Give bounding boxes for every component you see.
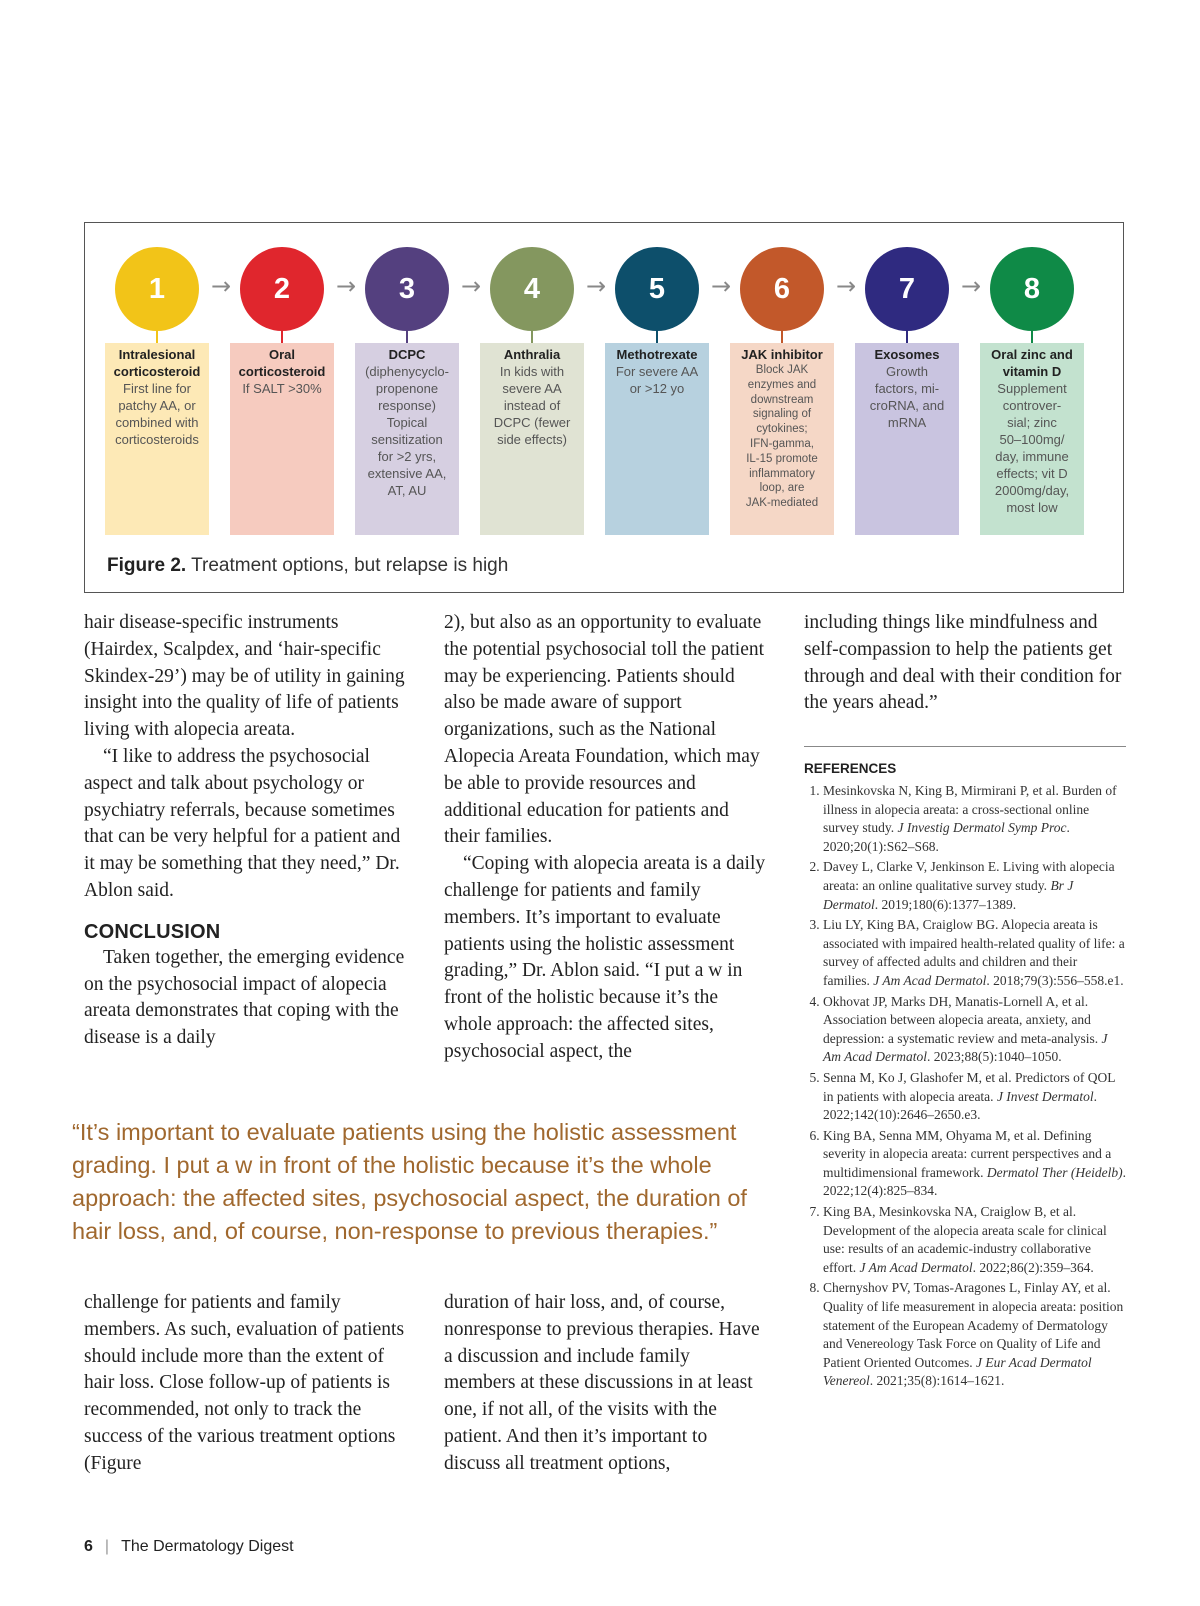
step-box [355, 343, 459, 535]
step-box [980, 343, 1084, 535]
paragraph: hair disease-specific instruments (Hairdex, Scalpdex, and ‘hair-specific Skindex-29’) may be of utility in gaining insight into the quality of life of patients living with alopecia areata. [84, 612, 405, 741]
step-number-circle: 8 [990, 247, 1074, 331]
arrow-right-icon: → [961, 272, 982, 300]
column-1-bottom [84, 1290, 406, 1478]
step-description: Growth factors, mi- croRNA, and mRNA [869, 364, 945, 430]
paragraph: “Coping with alopecia areata is a daily challenge for patients and family members. It’s important to evaluate patients using the holistic assessment grading,” Dr. Ablon said. “I put a w in front of the holistic because it’s the whole approach: the affected sites, psychosocial aspect, the [444, 853, 766, 1062]
step-title: Anthralia [503, 347, 561, 362]
reference-item [823, 993, 1126, 1067]
treatment-step-4 [480, 223, 584, 533]
paragraph: 2), but also as an opportunity to evaluate the potential psychosocial toll the patient may be experiencing. Patients should also be made aware of support organizations, such as the National Alopecia Areata Foundation, which may be able to provide resources and additional education for patients and their families. [444, 612, 765, 848]
step-number-circle: 5 [615, 247, 699, 331]
treatment-step-3 [355, 223, 459, 533]
arrow-right-icon: → [211, 272, 232, 300]
step-description: Supplement controver- sial; zinc 50–100mg/ day, immune effects; vit D 2000mg/day, most low [994, 381, 1070, 515]
step-description: Block JAK enzymes and downstream signaling of cytokines; IFN-gamma, IL-15 promote inflammatory loop, are JAK-mediated [745, 364, 819, 510]
arrow-right-icon: → [711, 272, 732, 300]
treatment-figure [84, 222, 1124, 593]
step-number-circle: 7 [865, 247, 949, 331]
treatment-step-6 [730, 223, 834, 533]
reference-text: Senna M, Ko J, Glashofer M, et al. Predictors of QOL in patients with alopecia areata. [823, 1069, 1115, 1104]
step-number-circle: 6 [740, 247, 824, 331]
treatment-step-5 [605, 223, 709, 533]
reference-citation: . 2023;88(5):1040–1050. [927, 1049, 1062, 1065]
reference-item [823, 916, 1126, 990]
reference-journal: Br J Dermatol [823, 877, 1074, 912]
treatment-step-1 [105, 223, 209, 533]
publication-name: The Dermatology Digest [121, 1538, 294, 1555]
step-title: Exosomes [874, 347, 940, 362]
step-title: Intralesional corticosteroid [113, 347, 201, 379]
reference-item [823, 858, 1126, 914]
step-title: DCPC [388, 347, 426, 362]
step-description: In kids with severe AA instead of DCPC (fewer side effects) [493, 364, 571, 447]
step-title: Oral zinc and vitamin D [991, 347, 1073, 379]
step-description: For severe AA or >12 yo [615, 364, 699, 396]
arrow-right-icon: → [586, 272, 607, 300]
page-footer [84, 1538, 294, 1556]
step-number-circle: 4 [490, 247, 574, 331]
step-box [480, 343, 584, 535]
reference-text: King BA, Senna MM, Ohyama M, et al. Defining severity in alopecia areata: current perspectives and a multidimensional framework. [823, 1127, 1112, 1180]
paragraph: duration of hair loss, and, of course, nonresponse to previous therapies. Have a discussion and include family members at these discussions in at least one, if not all, of the visits with the patient. And then it’s important to discuss all treatment options, [444, 1292, 760, 1474]
figure-caption [107, 555, 508, 577]
step-box [230, 343, 334, 535]
paragraph: Taken together, the emerging evidence on the psychosocial impact of alopecia areata demonstrates that coping with the disease is a daily [84, 946, 405, 1049]
step-description: If SALT >30% [242, 381, 322, 396]
step-box [855, 343, 959, 535]
reference-item [823, 1203, 1126, 1277]
pull-quote: “It’s important to evaluate patients using the holistic assessment grading. I put a w in front of the holistic because it’s the whole approach: the affected sites, psychosocial aspect, the duration of hair loss, and, of course, non-response to previous therapies.” [72, 1119, 747, 1244]
references-list [804, 782, 1126, 1391]
reference-citation: . 2021;35(8):1614–1621. [869, 1373, 1005, 1389]
reference-text: Okhovat JP, Marks DH, Manatis-Lornell A, et al. Association between alopecia areata, anxiety, and depression: a systematic review and meta-analysis. [823, 993, 1102, 1046]
reference-citation: . 2019;180(6):1377–1389. [874, 896, 1017, 912]
reference-journal: J Am Acad Dermatol [873, 972, 987, 988]
step-title: JAK inhibitor [741, 347, 823, 362]
arrow-right-icon: → [461, 272, 482, 300]
reference-citation: . 2018;79(3):556–558.e1. [986, 972, 1124, 988]
treatment-step-8 [980, 223, 1084, 533]
references-section [804, 746, 1126, 1393]
step-number-circle: 1 [115, 247, 199, 331]
reference-citation: . 2022;86(2):359–364. [972, 1259, 1094, 1275]
column-2-bottom [444, 1290, 766, 1478]
reference-citation: . 2020;20(1):S62–S68. [823, 820, 1070, 854]
step-title: Methotrexate [616, 347, 698, 362]
page-number: 6 [84, 1538, 93, 1555]
reference-item [823, 782, 1126, 856]
step-description: First line for patchy AA, or combined with corticosteroids [115, 381, 199, 447]
reference-citation: . 2022;142(10):2646–2650.e3. [823, 1088, 1098, 1123]
reference-text: Davey L, Clarke V, Jenkinson E. Living with alopecia areata: an online qualitative survey study. [823, 859, 1115, 893]
reference-item [823, 1127, 1126, 1201]
paragraph: including things like mindfulness and self-compassion to help the patients get through and deal with their condition for the years ahead.” [804, 612, 1122, 714]
reference-journal: Dermatol Ther (Heidelb) [986, 1164, 1123, 1180]
reference-journal: J Am Acad Dermatol [823, 1030, 1108, 1065]
reference-text: King BA, Mesinkovska NA, Craiglow B, et al. Development of the alopecia areata scale for clinical use: results of an academic-industry collaborative effort. [823, 1204, 1107, 1275]
arrow-right-icon: → [336, 272, 357, 300]
reference-text: Mesinkovska N, King B, Mirmirani P, et al. Burden of illness in alopecia areata: a cross-sectional online survey study. [823, 783, 1117, 836]
treatment-step-7 [855, 223, 959, 533]
reference-text: Chernyshov PV, Tomas-Aragones L, Finlay AY, et al. Quality of life measurement in alopecia areata: position statement of the European Academy of Dermatology and Venereology Task Force on Quality of Life and Patient Oriented Outcomes. [823, 1280, 1124, 1370]
reference-journal: J Eur Acad Dermatol Venereol [823, 1354, 1092, 1389]
step-title: Oral corticosteroid [238, 347, 326, 379]
conclusion-heading: CONCLUSION [84, 920, 221, 943]
arrow-right-icon: → [836, 272, 857, 300]
reference-item [823, 1279, 1126, 1391]
column-2-top [444, 610, 766, 1066]
column-1-top [84, 610, 406, 1052]
reference-journal: J Am Acad Dermatol [859, 1259, 973, 1275]
figure-caption-text: Treatment options, but relapse is high [191, 555, 509, 576]
step-description: (diphenycyclo- propenone response) Topical sensitization for >2 yrs, extensive AA, AT, AU [365, 364, 449, 498]
references-title: REFERENCES [804, 761, 897, 776]
step-box [105, 343, 209, 535]
step-box [605, 343, 709, 535]
reference-journal: J Investig Dermatol Symp Proc [897, 820, 1067, 836]
column-3-top [804, 610, 1126, 717]
figure-caption-label: Figure 2. [107, 555, 187, 576]
footer-separator: | [104, 1538, 110, 1555]
treatment-step-2 [230, 223, 334, 533]
paragraph: “I like to address the psychosocial aspect and talk about psychology or psychiatry referrals, because sometimes that can be very helpful for a patient and it may be something that they need,” Dr. Ablon said. [84, 745, 401, 901]
references-divider [804, 746, 1126, 747]
step-box [730, 343, 834, 535]
reference-citation: . 2022;12(4):825–834. [823, 1164, 1126, 1199]
reference-text: Liu LY, King BA, Craiglow BG. Alopecia areata is associated with impaired health-related quality of life: a survey of affected adults and children and their families. [823, 917, 1125, 988]
step-number-circle: 3 [365, 247, 449, 331]
step-number-circle: 2 [240, 247, 324, 331]
reference-journal: J Invest Dermatol [996, 1088, 1094, 1104]
reference-item [823, 1069, 1126, 1125]
paragraph: challenge for patients and family members. As such, evaluation of patients should include more than the extent of hair loss. Close follow-up of patients is recommended, not only to track the success of the various treatment options (Figure [84, 1292, 405, 1474]
